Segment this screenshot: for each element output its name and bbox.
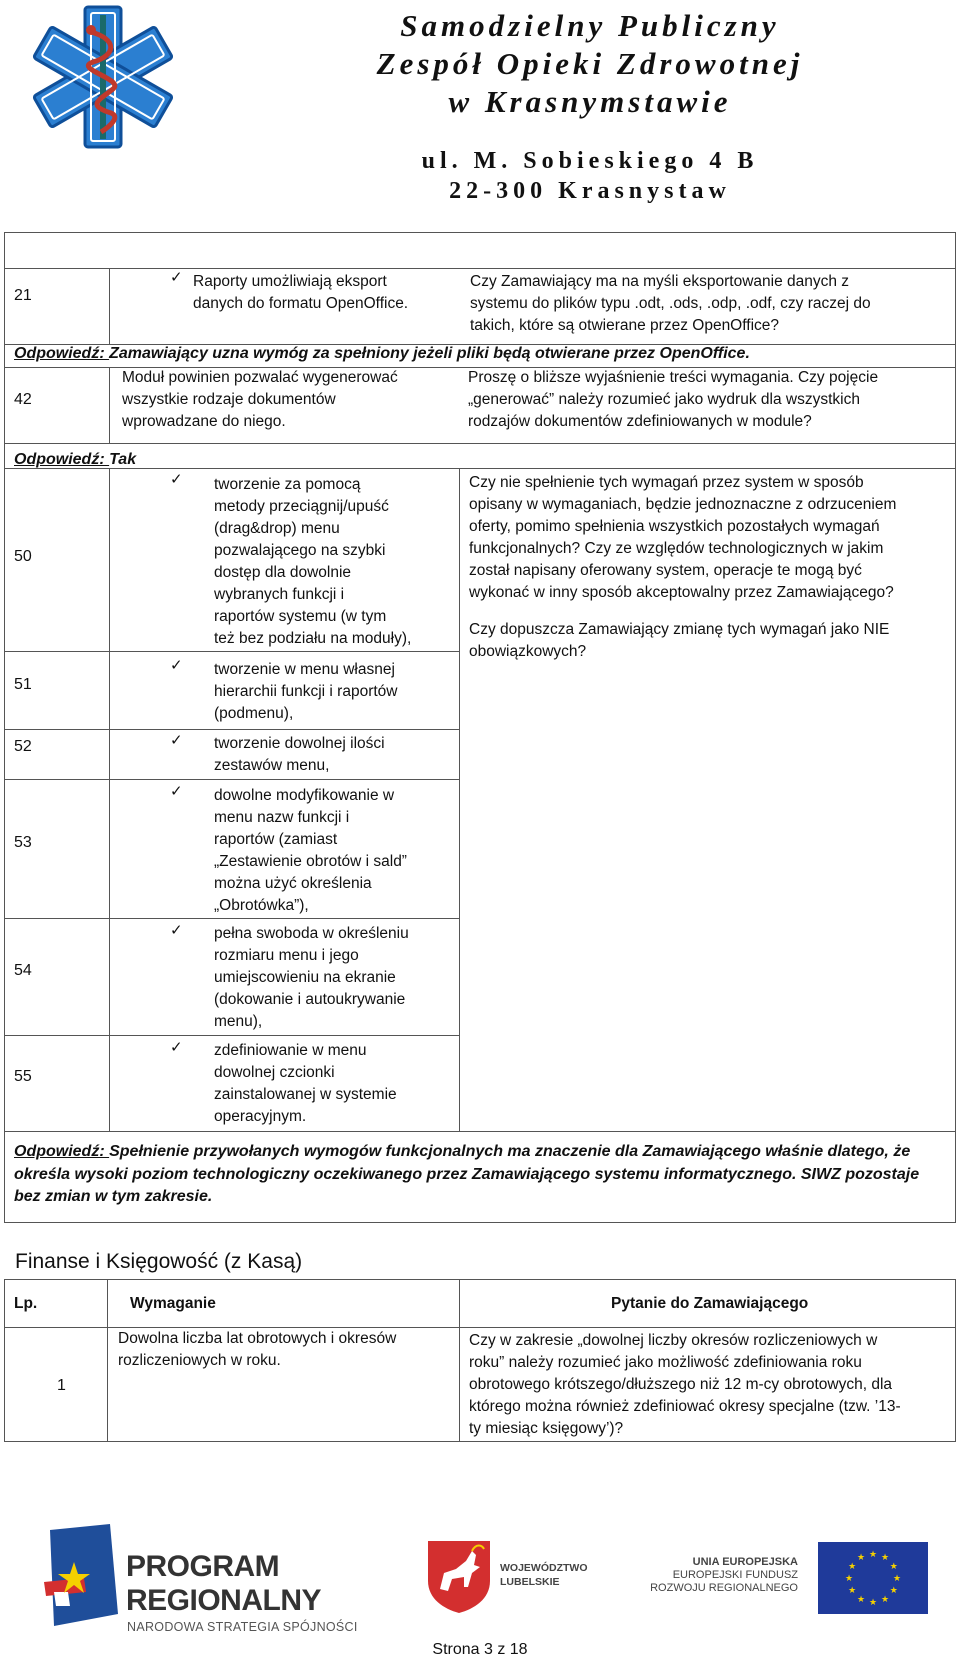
program-text: PROGRAM [126, 1550, 280, 1583]
answer-label: Odpowiedź: [14, 451, 110, 468]
question-42-line3: rodzajów dokumentów zdefiniowanych w module? [468, 413, 812, 430]
requirement-51-line2: hierarchii funkcji i raportów [214, 683, 398, 700]
answer-50-55 [14, 1141, 944, 1209]
answer-50-line1: Spełnienie przywołanych wymogów funkcjonalnych ma znaczenie dla Zamawiającego właśnie dlatego, że [109, 1143, 911, 1160]
requirement-42-line2: wszystkie rodzaje dokumentów [122, 391, 336, 408]
requirement-53-line4: „Zestawienie obrotów i sald” [214, 853, 407, 870]
row-number-54: 54 [14, 962, 32, 979]
requirement-54-line4: (dokowanie i autoukrywanie [214, 991, 406, 1008]
requirement-50-line3: (drag&drop) menu [214, 520, 340, 537]
question-21-line2: systemu do plików typu .odt, .ods, .odp, .odf, czy raczej do [470, 295, 871, 312]
requirement-21-line1: Raporty umożliwiają eksport [193, 273, 387, 290]
header-address-city: 22-300 Krasnystaw [449, 178, 731, 204]
requirement-50-line7: raportów systemu (w tym [214, 608, 387, 625]
requirement-51-line3: (podmenu), [214, 705, 294, 722]
lubelskie-coat-of-arms-icon [426, 1539, 492, 1614]
question-21-line1: Czy Zamawiający ma na myśli eksportowanie danych z [470, 273, 850, 290]
page-number: Strona 3 z 18 [432, 1641, 528, 1658]
eu-text-line3: ROZWOJU REGIONALNEGO [650, 1582, 798, 1594]
requirement-55-line1: zdefiniowanie w menu [214, 1042, 367, 1059]
requirement-42-line1: Moduł powinien pozwalać wygenerować [122, 369, 398, 386]
question-50-line1: Czy nie spełnienie tych wymagań przez system w sposób [469, 474, 864, 491]
column-header-question: Pytanie do Zamawiającego [611, 1295, 809, 1312]
requirement-55-line4: operacyjnym. [214, 1108, 307, 1125]
question-42-line1: Proszę o bliższe wyjaśnienie treści wymagania. Czy pojęcie [468, 369, 879, 386]
question-1-line4: którego można również zdefiniować okresy specjalne (tzw. ’13- [469, 1398, 901, 1415]
row-number-21: 21 [14, 287, 32, 304]
requirement-53-line1: dowolne modyfikowanie w [214, 787, 395, 804]
row-number-50: 50 [14, 548, 32, 565]
requirement-53-line3: raportów (zamiast [214, 831, 338, 848]
program-regionalny-logo [40, 1522, 122, 1628]
eu-star-icon: ★ [848, 1561, 857, 1571]
requirement-52-line1: tworzenie dowolnej ilości [214, 735, 385, 752]
question-21-line3: takich, które są otwierane przez OpenOffice? [470, 317, 780, 334]
header-title-line1: Samodzielny Publiczny [400, 8, 780, 43]
question-1-line1: Czy w zakresie „dowolnej liczby okresów rozliczeniowych w [469, 1332, 878, 1349]
requirement-54-line2: rozmiaru menu i jego [214, 947, 359, 964]
header-address-street: ul. M. Sobieskiego 4 B [421, 148, 759, 174]
row-number-42: 42 [14, 391, 32, 408]
row-number-53: 53 [14, 834, 32, 851]
eu-star-icon: ★ [880, 1552, 890, 1563]
eu-text-line1: UNIA EUROPEJSKA [692, 1556, 798, 1568]
eu-star-icon: ★ [892, 1573, 902, 1583]
requirement-54-line3: umiejscowieniu na ekranie [214, 969, 396, 986]
checkmark-icon: ✓ [170, 269, 183, 286]
regionalny-text: REGIONALNY [126, 1584, 322, 1617]
answer-21 [14, 343, 750, 366]
checkmark-icon: ✓ [170, 1039, 183, 1056]
requirement-55-line3: zainstalowanej w systemie [214, 1086, 397, 1103]
checkmark-icon: ✓ [170, 657, 183, 674]
requirement-51-line1: tworzenie w menu własnej [214, 661, 395, 678]
answer-50-line2: określa wysoki poziom technologiczny oczekiwanego przez Zamawiającego systemu informatycznego. SIWZ pozostaje [14, 1165, 920, 1183]
eu-star-icon: ★ [856, 1593, 866, 1604]
requirement-1-line2: rozliczeniowych w roku. [118, 1352, 281, 1369]
question-1-line2: roku” należy rozumieć jako możliwość zdefiniowania roku [469, 1354, 862, 1371]
strategy-text: NARODOWA STRATEGIA SPÓJNOŚCI [127, 1620, 358, 1634]
eu-star-icon: ★ [844, 1573, 854, 1583]
medical-star-logo [8, 2, 198, 152]
requirement-50-line5: dostęp dla dowolnie [214, 564, 352, 581]
answer-label: Odpowiedź: [14, 345, 110, 362]
checkmark-icon: ✓ [170, 922, 183, 939]
answer-42-text: Tak [109, 451, 137, 468]
row-number-51: 51 [14, 676, 32, 693]
answer-21-text: Zamawiający uzna wymóg za spełniony jeżeli pliki będą otwierane przez OpenOffice. [109, 345, 750, 362]
answer-42 [14, 449, 136, 472]
eu-star-icon: ★ [880, 1593, 890, 1604]
eu-text-line2: EUROPEJSKI FUNDUSZ [672, 1569, 798, 1581]
row-number-1: 1 [57, 1377, 66, 1394]
eu-star-icon: ★ [868, 1597, 878, 1607]
answer-label: Odpowiedź: [14, 1143, 110, 1160]
wojewodztwo-text: WOJEWÓDZTWO [500, 1562, 588, 1574]
column-header-requirement: Wymaganie [130, 1295, 216, 1312]
requirement-42-line3: wprowadzane do niego. [122, 413, 286, 430]
eu-star-icon: ★ [856, 1552, 866, 1563]
question-50-line3: oferty, pomimo spełnienia wszystkich pozostałych wymagań [469, 518, 880, 535]
header-title-line2: Zespół Opieki Zdrowotnej [376, 46, 804, 81]
question-50-line6: wykonać w inny sposób akceptowalny przez Zamawiającego? [469, 584, 894, 601]
header-title-line3: w Krasnymstawie [448, 84, 732, 119]
question-50-line4: funkcjonalnych? Czy ze względów technologicznych w jakim [469, 540, 884, 557]
eu-star-icon: ★ [848, 1585, 857, 1595]
question-50-line8: obowiązkowych? [469, 643, 587, 660]
requirement-54-line1: pełna swoboda w określeniu [214, 925, 409, 942]
section-title: Finanse i Księgowość (z Kasą) [15, 1250, 303, 1273]
requirement-50-line6: wybranych funkcji i [214, 586, 345, 603]
question-50-line2: opisany w wymaganiach, będzie jednoznaczne z odrzuceniem [469, 496, 897, 513]
row-number-52: 52 [14, 738, 32, 755]
eu-star-icon: ★ [889, 1561, 898, 1571]
requirement-50-line4: pozwalającego na szybki [214, 542, 386, 559]
row-number-55: 55 [14, 1068, 32, 1085]
eu-star-icon: ★ [868, 1549, 878, 1559]
requirement-53-line2: menu nazw funkcji i [214, 809, 350, 826]
requirement-52-line2: zestawów menu, [214, 757, 330, 774]
question-42-line2: „generować” należy rozumieć jako wydruk dla wszystkich [468, 391, 860, 408]
requirement-53-line6: „Obrotówka”), [214, 897, 309, 914]
requirement-1-line1: Dowolna liczba lat obrotowych i okresów [118, 1330, 397, 1347]
requirement-54-line5: menu), [214, 1013, 263, 1030]
column-header-lp: Lp. [14, 1295, 38, 1312]
checkmark-icon: ✓ [170, 471, 183, 488]
question-1-line5: ty miesiąc księgowy’)? [469, 1420, 624, 1437]
requirement-53-line5: można użyć określenia [214, 875, 372, 892]
question-50-line5: został napisany oferowany system, operacje te mogą być [469, 562, 862, 579]
question-50-line7: Czy dopuszcza Zamawiający zmianę tych wymagań jako NIE [469, 621, 890, 638]
requirement-50-line1: tworzenie za pomocą [214, 476, 361, 493]
lubelskie-text: LUBELSKIE [500, 1576, 560, 1588]
checkmark-icon: ✓ [170, 783, 183, 800]
eu-flag-icon [818, 1542, 928, 1614]
question-1-line3: obrotowego krótszego/dłuższego niż 12 m-cy obrotowych, dla [469, 1376, 893, 1393]
answer-50-line3: bez zmian w tym zakresie. [14, 1188, 213, 1205]
requirement-21-line2: danych do formatu OpenOffice. [193, 295, 409, 312]
requirement-55-line2: dowolnej czcionki [214, 1064, 335, 1081]
requirement-50-line8: też bez podziału na moduły), [214, 630, 412, 647]
requirement-50-line2: metody przeciągnij/upuść [214, 498, 389, 515]
checkmark-icon: ✓ [170, 732, 183, 749]
eu-star-icon: ★ [889, 1585, 898, 1595]
